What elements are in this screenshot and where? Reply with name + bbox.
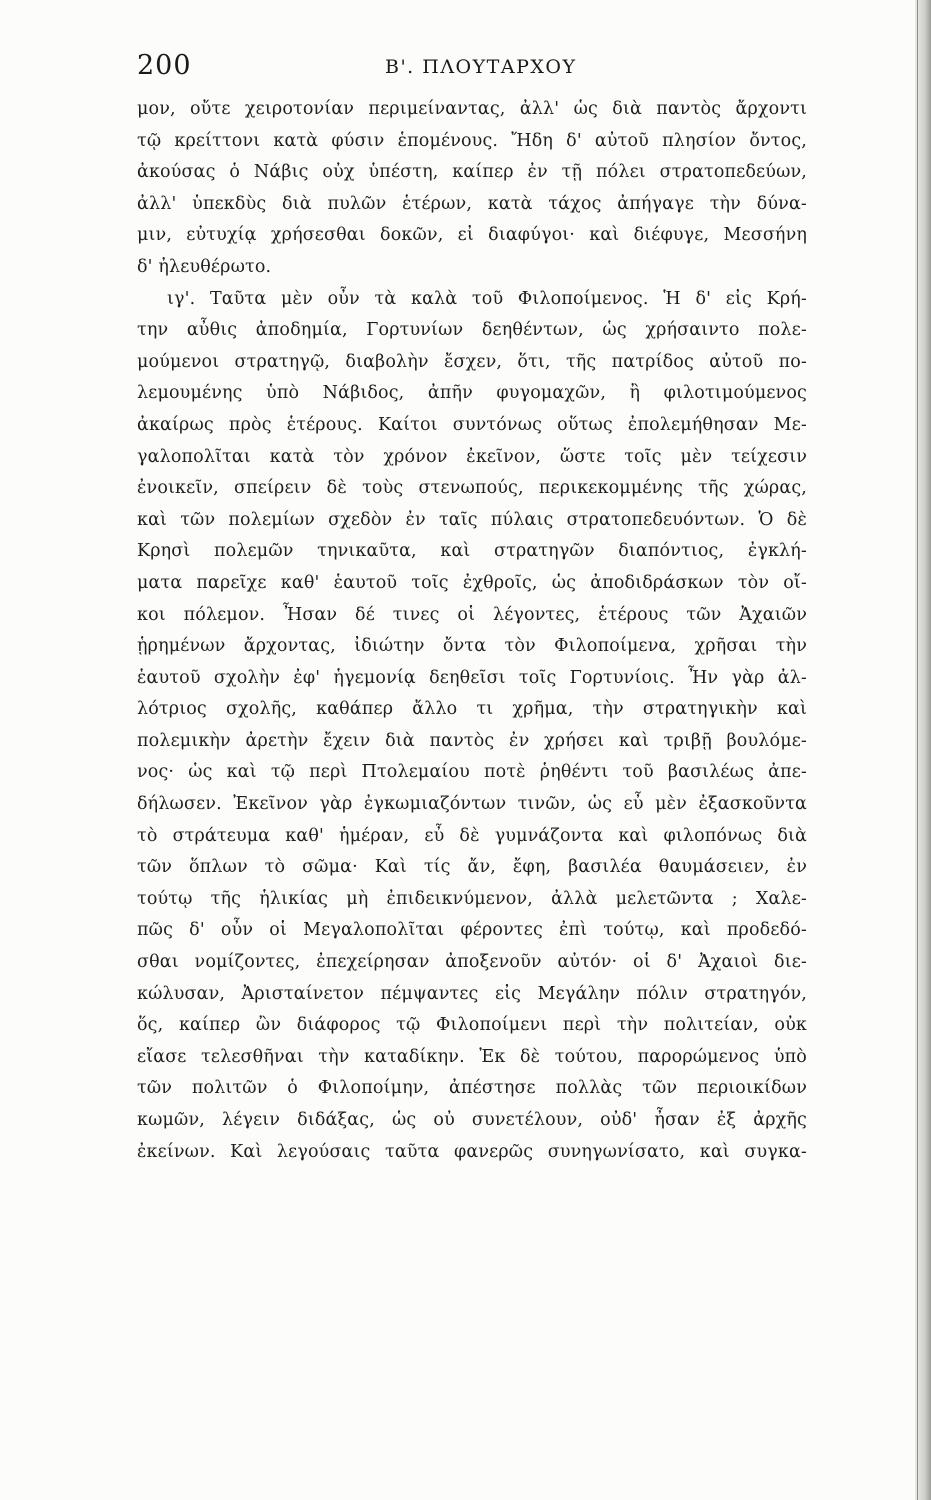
text-line: ὅς, καίπερ ὢν διάφορος τῷ Φιλοποίμενι περὶ τὴν πολιτείαν, οὐκ [137,1015,807,1036]
text-line: κωμῶν, λέγειν διδάξας, ὡς οὐ συνετέλουν, οὐδ' ἦσαν ἐξ ἀρχῆς [137,1110,807,1130]
text-line: ἀκαίρως πρὸς ἑτέρους. Καίτοι συντόνως οὕτως ἐπολεμήθησαν Με- [137,414,807,435]
running-title: Β'. ΠΛΟΥΤΑΡΧΟΥ [385,56,577,78]
text-line: δ' ἠλευθέρωτο. [137,256,272,277]
text-line: γαλοπολῖται κατὰ τὸν χρόνον ἐκεῖνον, ὥστε τοῖς μὲν τείχεσιν [137,446,807,467]
body-text [137,94,807,1168]
text-line: πολεμικὴν ἀρετὴν ἔχειν διὰ παντὸς ἐν χρήσει καὶ τριβῇ βουλόμε- [137,730,807,751]
text-line: ἀκούσας ὁ Νάβις οὐχ ὑπέστη, καίπερ ἐν τῇ πόλει στρατοπεδεύων, [137,162,807,183]
text-line: ἀλλ' ὑπεκδὺς διὰ πυλῶν ἑτέρων, κατὰ τάχος ἀπήγαγε τὴν δύνα- [137,193,807,214]
page-edge [915,0,931,1500]
text-line: κώλυσαν, Ἀρισταίνετον πέμψαντες εἰς Μεγάλην πόλιν στρατηγόν, [137,983,807,1004]
text-line: την αὖθις ἀποδημία, Γορτυνίων δεηθέντων, ὡς χρήσαιντο πολε- [137,320,807,341]
text-line: ἑαυτοῦ σχολὴν ἐφ' ἡγεμονίᾳ δεηθεῖσι τοῖς Γορτυνίοις. Ἦν γὰρ ἀλ- [137,667,807,688]
page-number: 200 [137,50,192,81]
text-line: καὶ τῶν πολεμίων σχεδὸν ἐν ταῖς πύλαις στρατοπεδευόντων. Ὁ δὲ [137,509,807,530]
text-line: τῷ κρείττονι κατὰ φύσιν ἑπομένους. Ἤδη δ' αὐτοῦ πλησίον ὄντος, [137,130,807,151]
text-line: ματα παρεῖχε καθ' ἑαυτοῦ τοῖς ἐχθροῖς, ὡς ἀποδιδράσκων τὸν οἴ- [137,572,807,593]
text-line: ιγ'. Ταῦτα μὲν οὖν τὰ καλὰ τοῦ Φιλοποίμενος. Ἡ δ' εἰς Κρή- [167,288,807,309]
text-line: Κρησὶ πολεμῶν τηνικαῦτα, καὶ στρατηγῶν διαπόντιος, ἐγκλή- [137,541,807,562]
text-line: λότριος σχολῆς, καθάπερ ἄλλο τι χρῆμα, τὴν στρατηγικὴν καὶ [137,699,807,720]
text-line: εἴασε τελεσθῆναι τὴν καταδίκην. Ἐκ δὲ τούτου, παρορώμενος ὑπὸ [137,1046,807,1067]
text-line: λεμουμένης ὑπὸ Νάβιδος, ἀπῆν φυγομαχῶν, ἢ φιλοτιμούμενος [137,383,807,404]
text-line: μιν, εὐτυχίᾳ χρήσεσθαι δοκῶν, εἰ διαφύγοι· καὶ διέφυγε, Μεσσήνη [137,225,807,246]
text-line: μούμενοι στρατηγῷ, διαβολὴν ἔσχεν, ὅτι, τῆς πατρίδος αὐτοῦ πο- [137,351,807,372]
text-line: ᾑρημένων ἄρχοντας, ἰδιώτην ὄντα τὸν Φιλοποίμενα, χρῆσαι τὴν [137,636,807,657]
text-line: σθαι νομίζοντες, ἐπεχείρησαν ἀποξενοῦν αὐτόν· οἱ δ' Ἀχαιοὶ διε- [137,952,807,973]
text-line: πῶς δ' οὖν οἱ Μεγαλοπολῖται φέροντες ἐπὶ τούτῳ, καὶ προδεδό- [137,920,807,941]
text-line: μον, οὔτε χειροτονίαν περιμείναντας, ἀλλ' ὡς διὰ παντὸς ἄρχοντι [137,99,807,119]
page-header [135,50,810,90]
text-line: ἐνοικεῖν, σπείρειν δὲ τοὺς στενωπούς, περικεκομμένης τῆς χώρας, [137,478,807,499]
text-line: τῶν ὅπλων τὸ σῶμα· Καὶ τίς ἄν, ἔφη, βασιλέα θαυμάσειεν, ἐν [137,857,807,878]
text-line: τῶν πολιτῶν ὁ Φιλοποίμην, ἀπέστησε πολλὰς τῶν περιοικίδων [137,1078,807,1099]
text-line: νος· ὡς καὶ τῷ περὶ Πτολεμαίου ποτὲ ῥηθέντι τοῦ βασιλέως ἀπε- [137,762,807,783]
text-line: τούτῳ τῆς ἡλικίας μὴ ἐπιδεικνύμενον, ἀλλὰ μελετῶντα ; Χαλε- [137,888,807,909]
text-line: τὸ στράτευμα καθ' ἡμέραν, εὖ δὲ γυμνάζοντα καὶ φιλοπόνως διὰ [137,825,807,846]
text-line: δήλωσεν. Ἐκεῖνον γὰρ ἐγκωμιαζόντων τινῶν, ὡς εὖ μὲν ἐξασκοῦντα [137,794,807,815]
text-line: κοι πόλεμον. Ἦσαν δέ τινες οἱ λέγοντες, ἑτέρους τῶν Ἀχαιῶν [137,604,807,625]
text-line: ἐκείνων. Καὶ λεγούσαις ταῦτα φανερῶς συνηγωνίσατο, καὶ συγκα- [137,1141,807,1162]
